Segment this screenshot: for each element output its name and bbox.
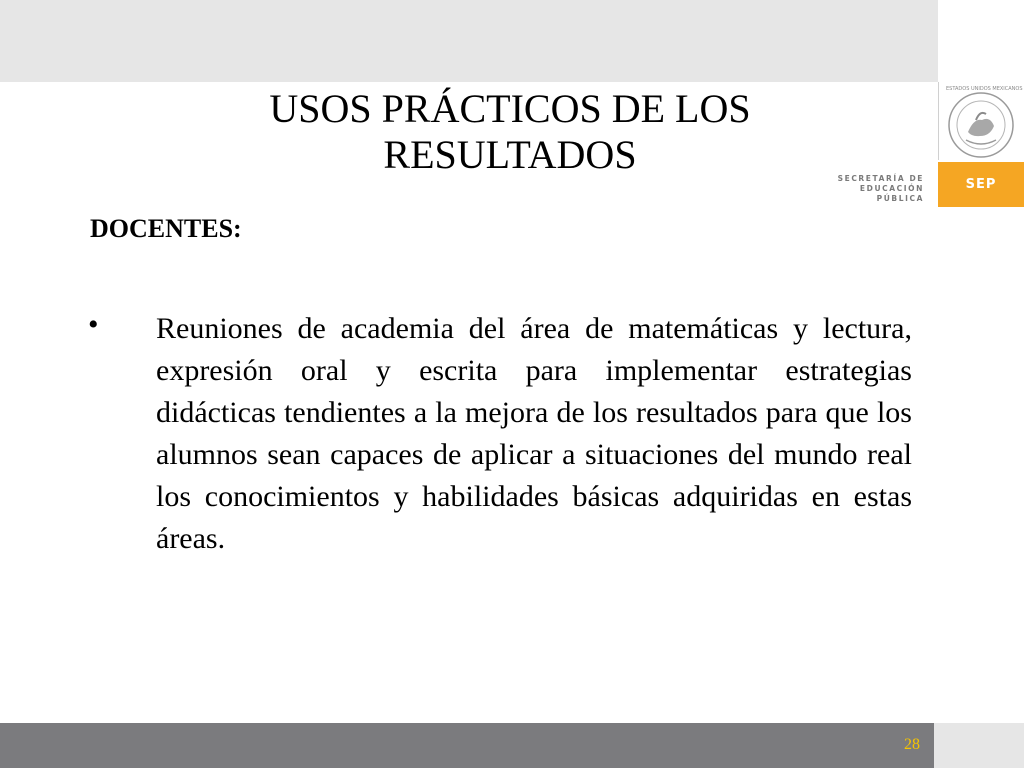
footer-band bbox=[0, 723, 934, 768]
secretaria-label bbox=[812, 174, 924, 204]
header-right-strip bbox=[938, 0, 1024, 82]
bullet-text: Reuniones de academia del área de matemáticas y lectura, expresión oral y escrita para implementar estrategias didácticas tendientes a la mejora de los resultados para que los alumnos sean capaces de aplicar a situaciones del mundo real los conocimientos y habilidades básicas adquiridas en estas áreas. bbox=[156, 312, 912, 555]
sep-logo-badge: SEP bbox=[938, 162, 1024, 207]
page-number: 28 bbox=[904, 736, 920, 753]
seal-text: ESTADOS UNIDOS MEXICANOS bbox=[946, 86, 1023, 92]
branding-divider bbox=[938, 82, 939, 160]
title-line2: RESULTADOS bbox=[383, 132, 637, 177]
bullet-marker: • bbox=[88, 308, 99, 341]
title-line1: USOS PRÁCTICOS DE LOS bbox=[269, 86, 751, 131]
secretaria-line1: SECRETARÍA DE bbox=[837, 174, 924, 183]
footer-right-strip bbox=[934, 723, 1024, 768]
secretaria-line2: EDUCACIÓN PÚBLICA bbox=[859, 184, 924, 203]
section-subheading: DOCENTES: bbox=[90, 214, 242, 243]
slide-title bbox=[160, 86, 860, 178]
top-header-band bbox=[0, 0, 938, 82]
mexican-coat-of-arms-icon bbox=[946, 86, 1023, 160]
